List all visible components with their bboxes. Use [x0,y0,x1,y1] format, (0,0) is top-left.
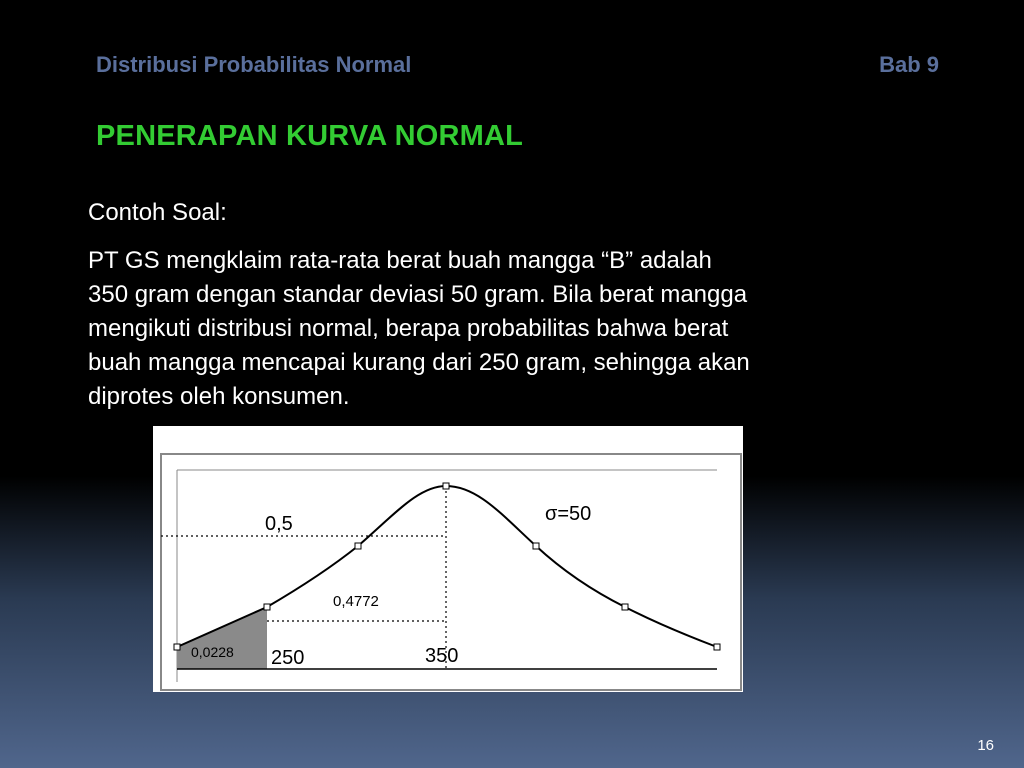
marker [355,543,361,549]
page-number: 16 [977,737,994,754]
normal-curve-figure [153,426,743,692]
label-area: 0,4772 [333,593,379,610]
problem-line-4: buah mangga mencapai kurang dari 250 gram, sehingga akan [88,349,750,376]
intro-text: Contoh Soal: [88,199,227,226]
problem-line-2: 350 gram dengan standar deviasi 50 gram. Bila berat mangga [88,281,748,308]
label-half: 0,5 [265,513,293,535]
marker [533,543,539,549]
header-chapter: Bab 9 [879,52,939,77]
marker [264,604,270,610]
slide-body [88,196,888,414]
problem-line-3: mengikuti distribusi normal, berapa probabilitas bahwa berat [88,315,729,342]
slide-title: PENERAPAN KURVA NORMAL [96,120,524,152]
label-sigma: σ=50 [545,503,592,525]
marker [443,483,449,489]
label-tail: 0,0228 [191,644,234,660]
problem-line-1: PT GS mengklaim rata-rata berat buah mangga “B” adalah [88,247,712,274]
problem-line-5: diprotes oleh konsumen. [88,383,350,410]
label-mean: 350 [425,645,459,667]
label-x1: 250 [271,647,305,669]
normal-curve-diagram [153,426,743,692]
marker [174,644,180,650]
marker [714,644,720,650]
problem-text [88,244,888,414]
header-title: Distribusi Probabilitas Normal [96,52,412,77]
marker [622,604,628,610]
